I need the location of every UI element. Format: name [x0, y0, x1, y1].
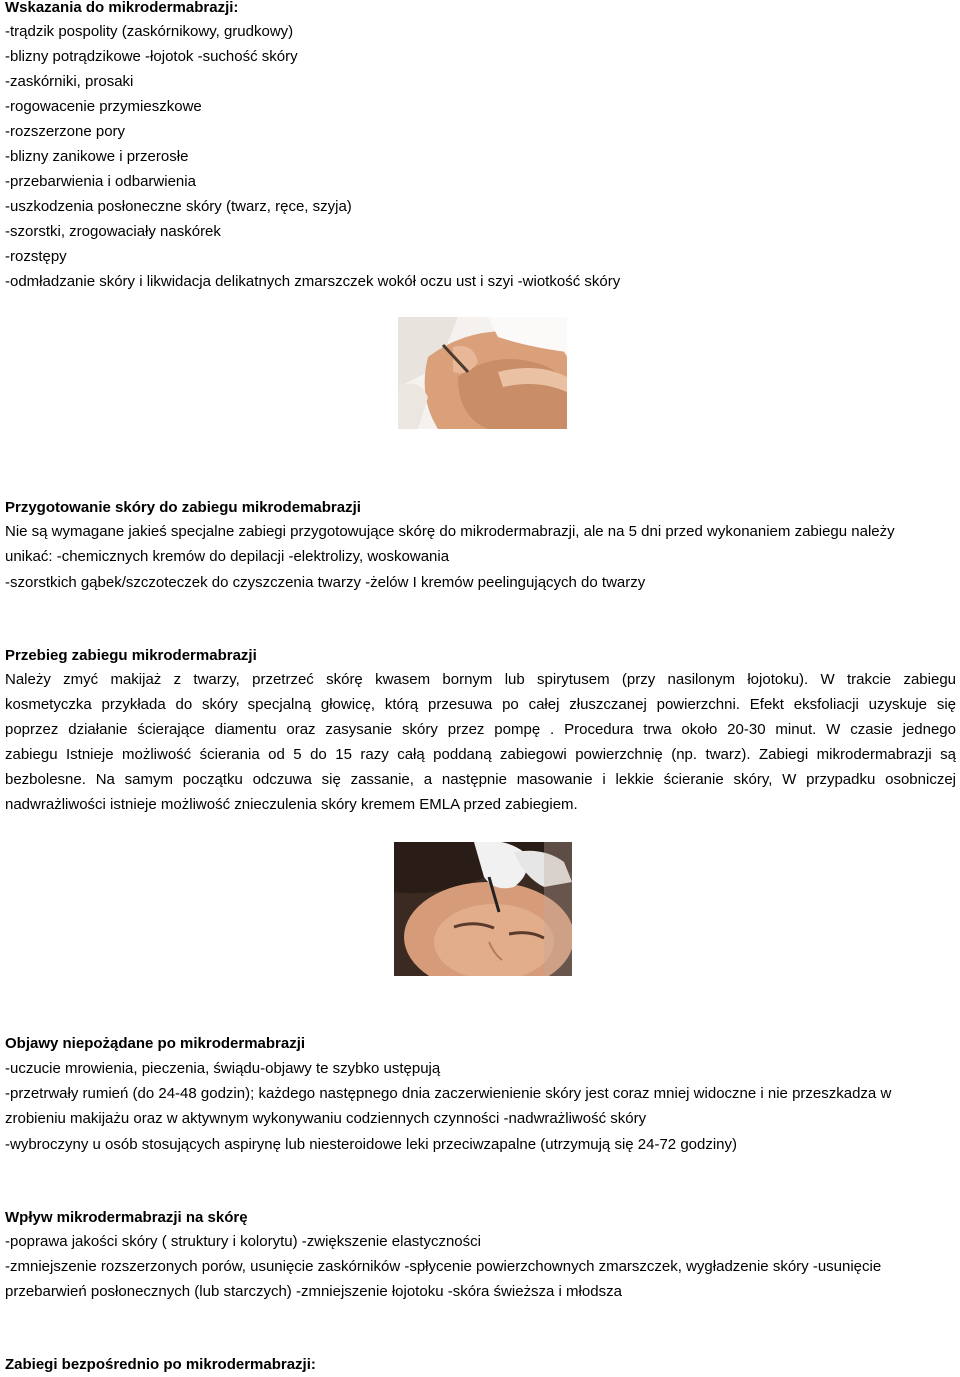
list-item: -zmniejszenie rozszerzonych porów, usunięcie zaskórników -spłycenie powierzchownych zmarszczek, wygładzenie skóry -usunięcie — [5, 1258, 882, 1275]
heading-skin-effects: Wpływ mikrodermabrazji na skórę — [5, 1209, 248, 1226]
paragraph-line: Nie są wymagane jakieś specjalne zabiegi przygotowujące skórę do mikrodermabrazji, ale na 5 dni przed wykonaniem zabiegu należy — [5, 523, 895, 540]
heading-side-effects: Objawy niepożądane po mikrodermabrazji — [5, 1035, 306, 1052]
list-item: -blizny potrądzikowe -łojotok -suchość skóry — [5, 48, 298, 65]
list-item: -poprawa jakości skóry ( struktury i kolorytu) -zwiększenie elastyczności — [5, 1233, 481, 1250]
list-item: -przetrwały rumień (do 24-48 godzin); każdego następnego dnia zaczerwienienie skóry jest coraz mniej widoczne i nie przeszkadza w — [5, 1085, 892, 1102]
list-item: -wybroczyny u osób stosujących aspirynę lub niesteroidowe leki przeciwzapalne (utrzymują się 24-72 godziny) — [5, 1136, 738, 1153]
paragraph-line: unikać: -chemicznych kremów do depilacji -elektrolizy, woskowania — [5, 548, 450, 565]
list-item: -rogowacenie przymieszkowe — [5, 98, 202, 115]
list-item: -blizny zanikowe i przerosłe — [5, 148, 189, 165]
face-treatment-photo — [394, 842, 572, 976]
heading-indications: Wskazania do mikrodermabrazji: — [5, 0, 239, 16]
leg-treatment-photo — [398, 317, 567, 429]
list-item: -rozstępy — [5, 248, 67, 265]
list-item: -trądzik pospolity (zaskórnikowy, grudkowy) — [5, 23, 294, 40]
heading-preparation: Przygotowanie skóry do zabiegu mikrodemabrazji — [5, 499, 361, 516]
list-item: -odmładzanie skóry i likwidacja delikatnych zmarszczek wokół oczu ust i szyi -wiotkość skóry — [5, 273, 621, 290]
paragraph-line: Należy zmyć makijaż z twarzy, przetrzeć skórę kwasem bornym lub spirytusem (przy nasilonym łojotoku). W trakcie zabiegu — [5, 671, 956, 688]
list-item: -uczucie mrowienia, pieczenia, świądu-objawy te szybko ustępują — [5, 1060, 441, 1077]
list-item: zrobieniu makijażu oraz w aktywnym wykonywaniu codziennych czynności -nadwrażliwość skóry — [5, 1110, 647, 1127]
paragraph-line: poprzez działanie ścierające diamentu oraz zasysanie skóry przez pompę . Procedura trwa około 20-30 minut. W czasie jednego — [5, 721, 956, 738]
list-item: przebarwień posłonecznych (lub starczych) -zmniejszenie łojotoku -skóra świeższa i młodsza — [5, 1283, 622, 1300]
heading-after-treatment: Zabiegi bezpośrednio po mikrodermabrazji: — [5, 1356, 316, 1373]
list-item: -uszkodzenia posłoneczne skóry (twarz, ręce, szyja) — [5, 198, 352, 215]
paragraph-line: kosmetyczka przykłada do skóry specjalną głowicę, którą przesuwa po całej złuszczanej powierzchni. Efekt eksfoliacji uzyskuje się — [5, 696, 956, 713]
list-item: -rozszerzone pory — [5, 123, 126, 140]
paragraph-line: nadwrażliwości istnieje możliwość znieczulenia skóry kremem EMLA przed zabiegiem. — [5, 796, 578, 813]
heading-procedure: Przebieg zabiegu mikrodermabrazji — [5, 647, 257, 664]
list-item: -szorstki, zrogowaciały naskórek — [5, 223, 221, 240]
paragraph-line: zabiegu Istnieje możliwość ścierania od 5 do 15 razy całą poddaną zabiegowi powierzchnię (np. twarz). Zabiegi mikrodermabrazji są — [5, 746, 956, 763]
list-item: -przebarwienia i odbarwienia — [5, 173, 196, 190]
paragraph-line: -szorstkich gąbek/szczoteczek do czyszczenia twarzy -żelów I kremów peelingujących do twarzy — [5, 574, 646, 591]
list-item: -zaskórniki, prosaki — [5, 73, 134, 90]
paragraph-line: bezbolesne. Na samym początku odczuwa się zassanie, a następnie masowanie i lekkie ścieranie skóry, W przypadku osobniczej — [5, 771, 956, 788]
